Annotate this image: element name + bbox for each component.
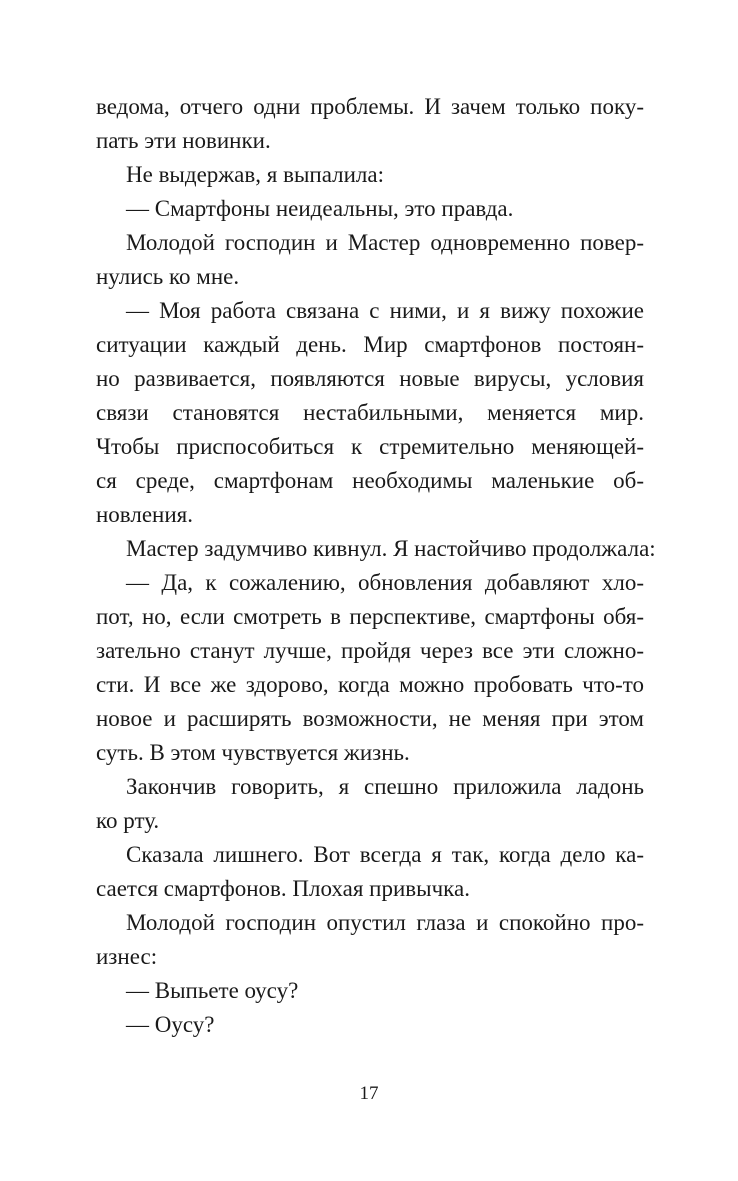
text-line: суть. В этом чувствуется жизнь. (96, 740, 410, 765)
text-line: пать эти новинки. (96, 128, 271, 153)
text-line: — Оусу? (126, 1012, 215, 1037)
text-line: Закончив говорить, я спешно приложила ладонь (126, 774, 644, 799)
text-line: Мастер задумчиво кивнул. Я настойчиво продолжала: (126, 536, 656, 561)
text-line: связи становятся нестабильными, меняется мир. (96, 400, 644, 425)
text-line: пот, но, если смотреть в перспективе, смартфоны обя- (96, 604, 644, 629)
text-line: Молодой господин опустил глаза и спокойно про- (126, 910, 644, 935)
text-line: но развивается, появляются новые вирусы, условия (96, 366, 644, 391)
text-line: сается смартфонов. Плохая привычка. (96, 876, 470, 901)
text-line: нулись ко мне. (96, 264, 240, 289)
text-line: изнес: (96, 944, 158, 969)
page-number: 17 (359, 1083, 379, 1104)
text-line: — Моя работа связана с ними, и я вижу похожие (126, 298, 644, 323)
text-line: Чтобы приспособиться к стремительно меняющей- (96, 434, 644, 459)
page-text-block (96, 90, 656, 1042)
text-line: ведома, отчего одни проблемы. И зачем только поку- (96, 94, 644, 119)
text-line: ситуации каждый день. Мир смартфонов постоян- (96, 332, 644, 357)
text-line: зательно станут лучше, пройдя через все эти сложно- (96, 638, 644, 663)
text-line: сти. И все же здорово, когда можно пробовать что-то (96, 672, 644, 697)
text-line: Молодой господин и Мастер одновременно повер- (126, 230, 644, 255)
text-line: новое и расширять возможности, не меняя при этом (96, 706, 644, 731)
text-line: ко рту. (96, 808, 160, 833)
text-line: — Выпьете оусу? (126, 978, 299, 1003)
text-line: Сказала лишнего. Вот всегда я так, когда дело ка- (126, 842, 644, 867)
text-line: Не выдержав, я выпалила: (126, 162, 384, 187)
text-line: ся среде, смартфонам необходимы маленькие об- (96, 468, 644, 493)
text-line: — Смартфоны неидеальны, это правда. (126, 196, 514, 221)
text-line: новления. (96, 502, 193, 527)
text-line: — Да, к сожалению, обновления добавляют хло- (126, 570, 644, 595)
